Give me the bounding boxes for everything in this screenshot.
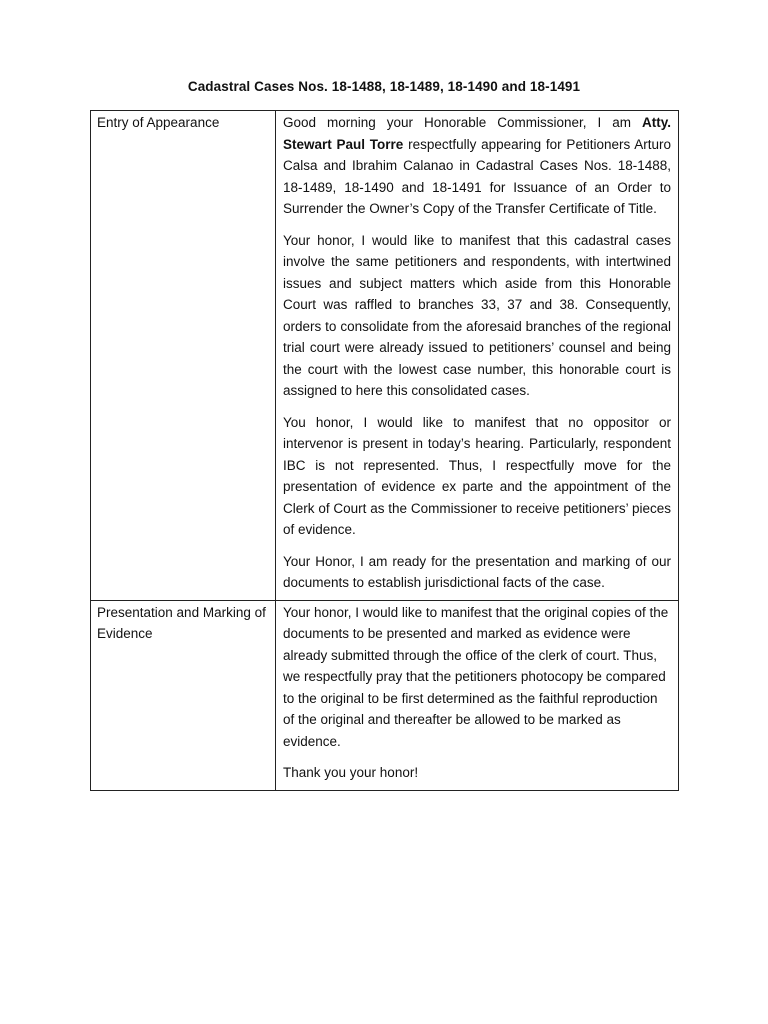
row-content-entry-of-appearance [276, 111, 679, 601]
appearance-greeting: Good morning your Honorable Commissioner, I am [283, 115, 642, 130]
table-row-entry-of-appearance [91, 111, 679, 601]
closing-paragraph: Thank you your honor! [283, 765, 419, 780]
row-label-presentation-and-marking: Presentation and Marking of Evidence [91, 600, 276, 790]
appearance-paragraph-4: Your Honor, I am ready for the presentation and marking of our documents to establish jurisdictional facts of the case. [283, 553, 671, 590]
document-title: Cadastral Cases Nos. 18-1488, 18-1489, 18-1490 and 18-1491 [187, 79, 581, 94]
attorney-name: Atty. Stewart Paul Torre [283, 115, 671, 152]
appearance-purpose: respectfully appearing for Petitioners Arturo Calsa and Ibrahim Calanao in Cadastral Cases Nos. 18-1488, 18-1489, 18-1490 and 18-1491 for Issuance of an Order to Surrender the Owner’s Copy of the Transfer Certificate of Title. [283, 136, 671, 216]
appearance-paragraph-2: Your honor, I would like to manifest that this cadastral cases involve the same petitioners and respondents, with intertwined issues and subject matters which aside from this Honorable Court was raffled to branches 33, 37 and 38. Consequently, orders to consolidate from the aforesaid branches of the regional trial court were already issued to petitioners’ counsel and being the court with the lowest case number, this honorable court is assigned to here this consolidated cases. [283, 232, 671, 398]
evidence-paragraph-1: Your honor, I would like to manifest that the original copies of the documents to be presented and marked as evidence were already submitted through the office of the clerk of court. Thus, we respectfully pray that the petitioners photocopy be compared to the original to be first determined as the faithful reproduction of the original and thereafter be allowed to be marked as evidence. [283, 604, 669, 749]
table-row-presentation-and-marking [91, 600, 679, 790]
row-content-presentation-and-marking [276, 600, 679, 790]
appearance-paragraph-1 [283, 112, 671, 220]
proceedings-table [90, 110, 679, 791]
appearance-paragraph-3: You honor, I would like to manifest that no oppositor or intervenor is present in today’s hearing. Particularly, respondent IBC is not represented. Thus, I respectfully move for the presentation of evidence ex parte and the appointment of the Clerk of Court as the Commissioner to receive petitioners’ pieces of evidence. [283, 414, 671, 537]
row-label-entry-of-appearance: Entry of Appearance [91, 111, 276, 601]
